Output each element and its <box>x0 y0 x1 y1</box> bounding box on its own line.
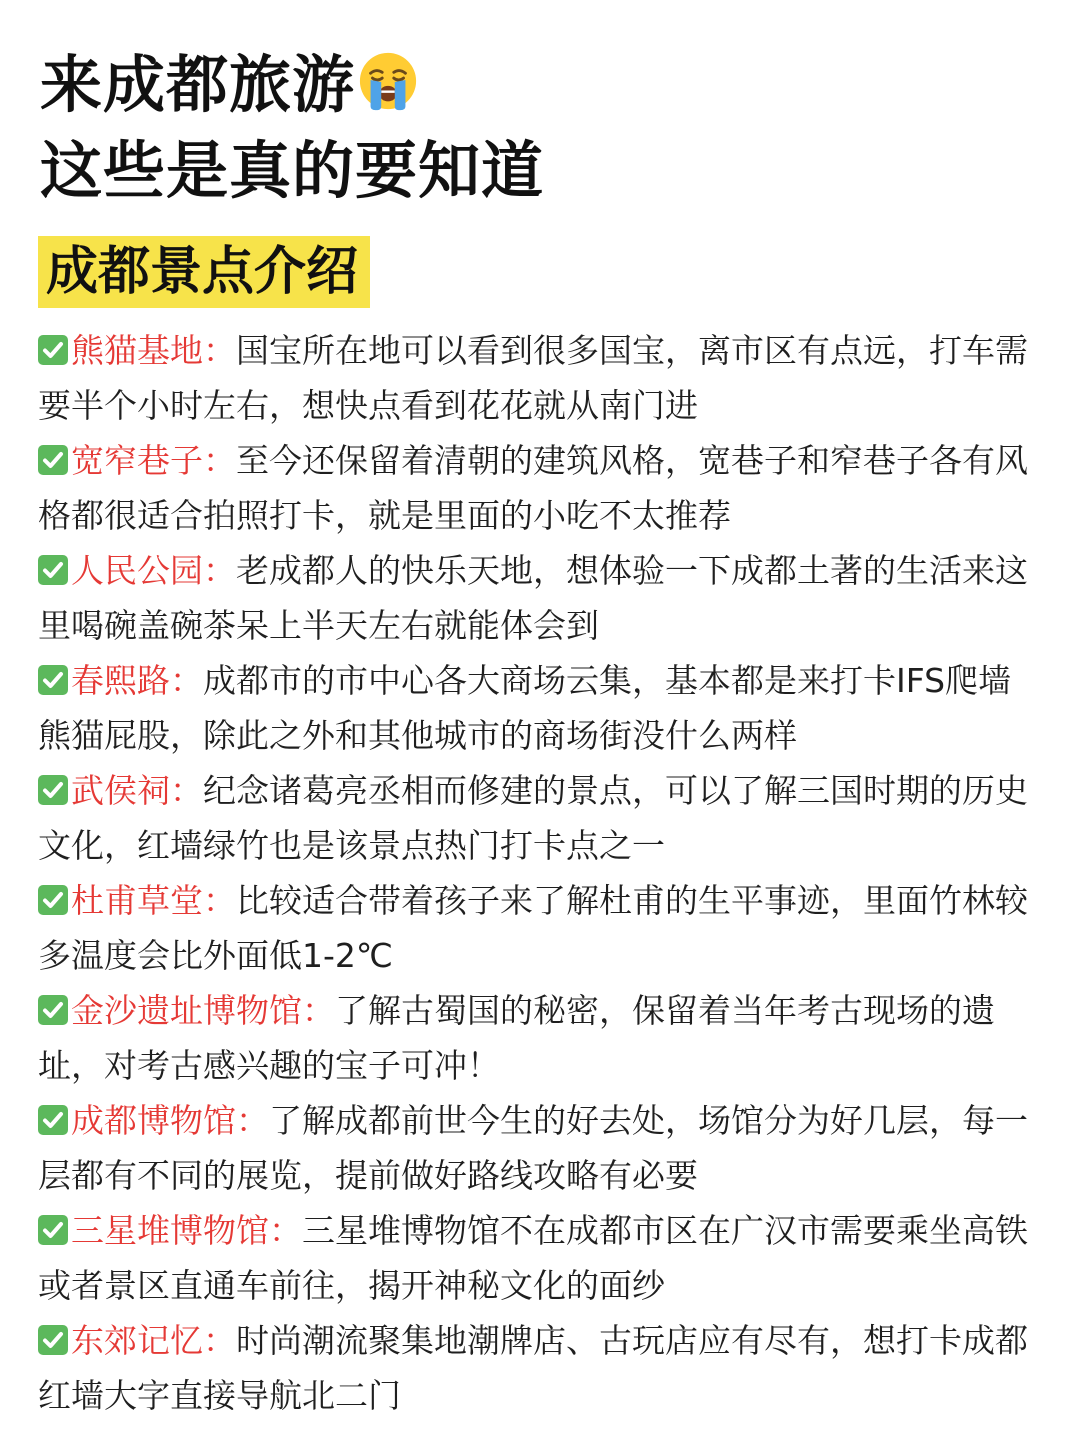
attraction-item <box>38 653 1038 763</box>
check-mark-button-icon <box>38 885 68 915</box>
attraction-description: 国宝所在地可以看到很多国宝，离市区有点远，打车需要半个小时左右，想快点看到花花就从南门进 <box>38 331 1028 425</box>
attraction-name: 杜甫草堂： <box>71 881 236 920</box>
section-heading-badge: 成都景点介绍 <box>38 236 370 308</box>
attraction-name: 金沙遗址博物馆： <box>71 991 335 1030</box>
check-mark-button-icon <box>38 445 68 475</box>
attraction-name: 宽窄巷子： <box>71 441 236 480</box>
attraction-name: 东郊记忆： <box>71 1321 236 1360</box>
page-title <box>40 42 1040 214</box>
attraction-name: 三星堆博物馆： <box>71 1211 302 1250</box>
attraction-description: 时尚潮流聚集地潮牌店、古玩店应有尽有，想打卡成都红墙大字直接导航北二门 <box>38 1321 1028 1415</box>
attraction-item <box>38 543 1038 653</box>
attraction-description: 三星堆博物馆不在成都市区在广汉市需要乘坐高铁或者景区直通车前往，揭开神秘文化的面纱 <box>38 1211 1028 1305</box>
loudly-crying-face-icon <box>357 50 419 112</box>
title-line-1-text: 来成都旅游 <box>40 48 356 121</box>
check-mark-button-icon <box>38 1105 68 1135</box>
attraction-item <box>38 763 1038 873</box>
attraction-description: 了解成都前世今生的好去处，场馆分为好几层，每一层都有不同的展览，提前做好路线攻略有必要 <box>38 1101 1028 1195</box>
check-mark-button-icon <box>38 1325 68 1355</box>
check-mark-button-icon <box>38 995 68 1025</box>
attraction-description: 老成都人的快乐天地，想体验一下成都土著的生活来这里喝碗盖碗茶呆上半天左右就能体会到 <box>38 551 1028 645</box>
title-line-1 <box>40 42 1040 128</box>
attraction-name: 武侯祠： <box>71 771 203 810</box>
attraction-item <box>38 323 1038 433</box>
attraction-item <box>38 1313 1038 1423</box>
attraction-item <box>38 873 1038 983</box>
check-mark-button-icon <box>38 335 68 365</box>
attraction-description: 成都市的市中心各大商场云集，基本都是来打卡IFS爬墙熊猫屁股，除此之外和其他城市的商场街没什么两样 <box>38 661 1012 755</box>
attraction-description: 纪念诸葛亮丞相而修建的景点，可以了解三国时期的历史文化，红墙绿竹也是该景点热门打卡点之一 <box>38 771 1028 865</box>
attraction-name: 人民公园： <box>71 551 236 590</box>
attraction-name: 成都博物馆： <box>71 1101 269 1140</box>
attraction-list <box>38 323 1038 1423</box>
check-mark-button-icon <box>38 665 68 695</box>
attraction-item <box>38 433 1038 543</box>
attraction-name: 熊猫基地： <box>71 331 236 370</box>
check-mark-button-icon <box>38 1215 68 1245</box>
attraction-item <box>38 983 1038 1093</box>
attraction-item <box>38 1203 1038 1313</box>
title-line-2: 这些是真的要知道 <box>40 134 545 207</box>
check-mark-button-icon <box>38 775 68 805</box>
check-mark-button-icon <box>38 555 68 585</box>
attraction-description: 比较适合带着孩子来了解杜甫的生平事迹，里面竹林较多温度会比外面低1-2℃ <box>38 881 1028 975</box>
attraction-item <box>38 1093 1038 1203</box>
attraction-description: 了解古蜀国的秘密，保留着当年考古现场的遗址，对考古感兴趣的宝子可冲！ <box>38 991 995 1085</box>
attraction-name: 春熙路： <box>71 661 203 700</box>
attraction-description: 至今还保留着清朝的建筑风格，宽巷子和窄巷子各有风格都很适合拍照打卡，就是里面的小吃不太推荐 <box>38 441 1028 535</box>
